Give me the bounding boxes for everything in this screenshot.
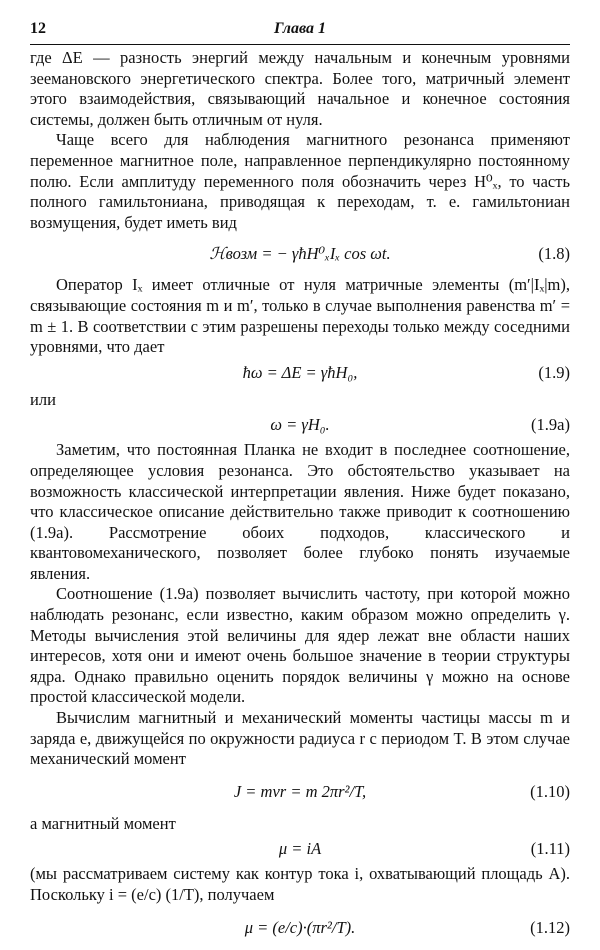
equation-1-12 (30, 906, 570, 950)
word-or: или (30, 389, 56, 409)
equation-formula: J = mvr = m 2πr²/T, (233, 781, 367, 801)
equation-formula: μ = (e/c)·(πr²/T). (244, 917, 356, 937)
equation-1-10 (30, 770, 570, 814)
running-head (30, 20, 570, 48)
equation-1-8 (30, 239, 570, 269)
equation-formula: ω = γH₀. (270, 415, 330, 435)
paragraph-5: Соотношение (1.9а) позволяет вычислить частоту, при которой можно наблюдать резонанс, если известно, каким образом можно определить γ. Методы вычисления этой величины для ядер лежат вне области наших интересов, хотя они и имеют очень большое значение в теории структуры ядра. Однако правильно оценить порядок величины γ можно на основе простой классической модели. (30, 584, 570, 707)
equation-number: (1.11) (530, 839, 570, 859)
equation-formula: μ = iA (278, 839, 322, 859)
equation-number: (1.10) (530, 781, 570, 801)
page-number: 12 (30, 20, 46, 37)
equation-number: (1.8) (538, 244, 570, 264)
equation-formula: ℋвозм = − γħH⁰ₓIₓ cos ωt. (209, 244, 391, 264)
equation-1-9a (30, 410, 570, 440)
equation-number: (1.9) (538, 362, 570, 382)
equation-formula: ħω = ΔE = γħH₀, (242, 362, 358, 382)
paragraph-2: Чаще всего для наблюдения магнитного резонанса применяют переменное магнитное поле, направленное перпендикулярно постоянному полю. Если амплитуду переменного поля обозначить через H⁰ₓ, то часть полного гамильтониана, приводящая к переходам, т. е. гамильтониан возмущения, будет иметь вид (30, 130, 570, 232)
paragraph-6: Вычислим магнитный и механический моменты частицы массы m и заряда e, движущейся по окружности радиуса r с периодом T. В этом случае механический момент (30, 708, 570, 769)
chapter-title: Глава 1 (273, 20, 327, 37)
page-body (30, 48, 570, 950)
paragraph-4: Заметим, что постоянная Планка не входит в последнее соотношение, определяющее условия резонанса. Это обстоятельство указывает на возможность классической интерпретации явления. Ниже будет показано, что классическое описание действительно также приводит к соотношению (1.9а). Рассмотрение обоих подходов, классического и квантовомеханического, позволяет более глубоко понять изучаемые явления. (30, 440, 570, 583)
paragraph-3: Оператор Iₓ имеет отличные от нуля матричные элементы (m′|Iₓ|m), связывающие состояния m и m′, только в случае выполнения равенства m′ = m ± 1. В соответствии с этим разрешены переходы только между соседними уровнями, что дает (30, 275, 570, 357)
paragraph-7: а магнитный момент (30, 813, 176, 833)
equation-1-11 (30, 834, 570, 864)
paragraph-8: (мы рассматриваем систему как контур тока i, охватывающий площадь A). Поскольку i = (e/c) (1/T), получаем (30, 864, 570, 904)
equation-number: (1.9а) (531, 415, 570, 435)
header-rule (30, 44, 570, 45)
equation-number: (1.12) (530, 917, 570, 937)
paragraph-1: где ΔE — разность энергий между начальным и конечным уровнями зеемановского энергетического спектра. Более того, матричный элемент этого взаимодействия, связывающий начальное и конечное состояния системы, должен быть отличным от нуля. (30, 48, 570, 129)
equation-1-9 (30, 358, 570, 388)
